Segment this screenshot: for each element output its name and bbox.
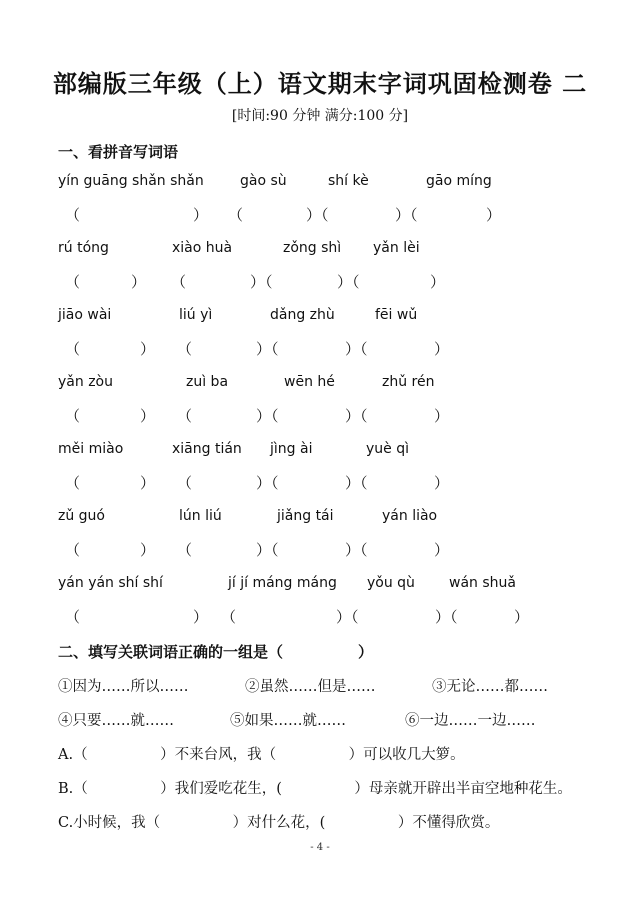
pinyin-item: jiǎng tái [277, 508, 334, 524]
pinyin-item: xiāng tián [172, 441, 242, 457]
answer-blank-row[interactable]: （ ） （ ）（ ）（ ） [65, 474, 450, 492]
option-1: ①因为……所以…… [58, 679, 189, 695]
pinyin-item: yǎn zòu [58, 374, 113, 390]
exam-info: [时间:90 分钟 满分:100 分] [231, 108, 409, 124]
answer-blank-row[interactable]: （ ） （ ）（ ）（ ） [65, 608, 530, 626]
section-2-heading: 二、填写关联词语正确的一组是（ ） [58, 643, 374, 661]
answer-blank-row[interactable]: （ ） （ ）（ ）（ ） [65, 541, 450, 559]
pinyin-item: xiào huà [172, 240, 233, 256]
page-number: - 4 - [310, 842, 330, 853]
pinyin-item: jí jí máng máng [228, 575, 337, 591]
pinyin-item: měi miào [58, 441, 124, 457]
pinyin-item: yín guāng shǎn shǎn [58, 173, 204, 189]
sentence-c[interactable]: C.小时候，我（ ）对什么花，( ）不懂得欣赏。 [58, 815, 500, 831]
pinyin-item: lún liú [179, 508, 222, 524]
sentence-a[interactable]: A.（ ）不来台风，我（ ）可以收几大箩。 [58, 747, 465, 763]
pinyin-item: wán shuǎ [449, 575, 516, 591]
pinyin-item: yǒu qù [367, 575, 415, 591]
pinyin-item: yǎn lèi [373, 240, 420, 256]
answer-blank-row[interactable]: （ ） （ ）（ ）（ ） [65, 407, 450, 425]
page-title: 部编版三年级（上）语文期末字词巩固检测卷 二 [52, 69, 588, 98]
pinyin-item: liú yì [179, 307, 213, 323]
option-2: ②虽然……但是…… [245, 679, 376, 695]
answer-blank-row[interactable]: （ ） （ ）（ ）（ ） [65, 206, 502, 224]
pinyin-item: jìng ài [270, 441, 313, 457]
option-6: ⑥一边……一边…… [405, 713, 536, 729]
pinyin-item: zhǔ rén [382, 374, 435, 390]
pinyin-item: yán yán shí shí [58, 575, 163, 591]
pinyin-item: gāo míng [426, 173, 492, 189]
pinyin-item: rú tóng [58, 240, 109, 256]
answer-blank-row[interactable]: （ ） （ ）（ ）（ ） [65, 273, 446, 291]
option-5: ⑤如果……就…… [230, 713, 346, 729]
pinyin-item: zǒng shì [283, 240, 342, 256]
sentence-b[interactable]: B.（ ）我们爱吃花生，( ）母亲就开辟出半亩空地种花生。 [58, 781, 572, 797]
pinyin-item: zǔ guó [58, 508, 105, 524]
pinyin-item: yuè qì [366, 441, 409, 457]
option-4: ④只要……就…… [58, 713, 174, 729]
answer-blank-row[interactable]: （ ） （ ）（ ）（ ） [65, 340, 450, 358]
pinyin-item: wēn hé [284, 374, 335, 390]
pinyin-item: dǎng zhù [270, 307, 335, 323]
pinyin-item: zuì ba [186, 374, 229, 390]
pinyin-item: shí kè [328, 173, 369, 189]
option-3: ③无论……都…… [432, 679, 548, 695]
pinyin-item: gào sù [240, 173, 287, 189]
pinyin-item: fēi wǔ [375, 307, 418, 323]
pinyin-item: yán liào [382, 508, 438, 524]
pinyin-item: jiāo wài [58, 307, 112, 323]
section-1-heading: 一、看拼音写词语 [58, 143, 179, 161]
